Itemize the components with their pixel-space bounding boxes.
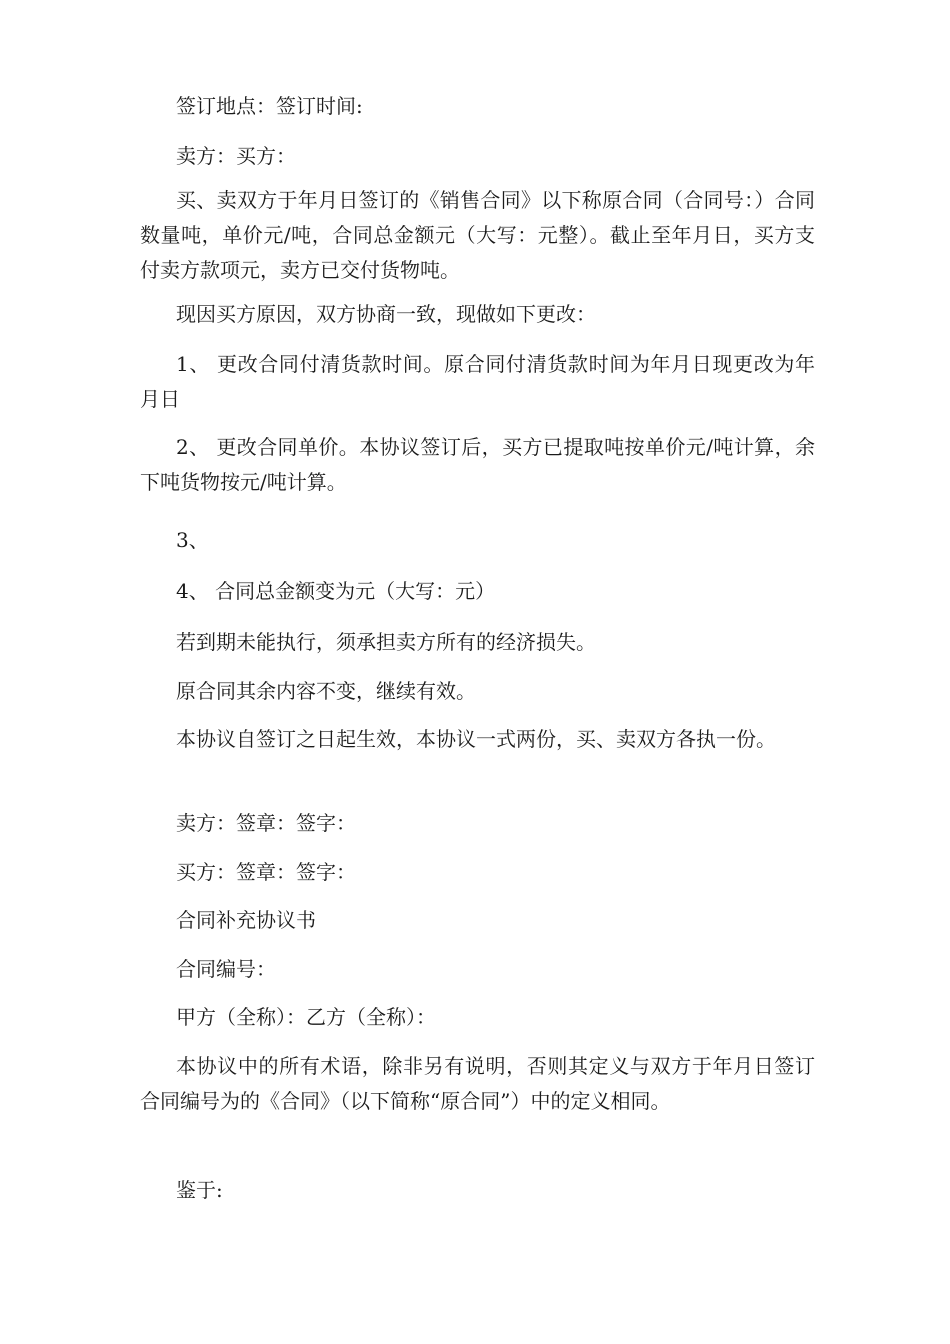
penalty-paragraph: 若到期未能执行，须承担卖方所有的经济损失。 xyxy=(176,630,596,654)
contract-number-line: 合同编号： xyxy=(176,957,276,981)
effective-paragraph: 本协议自签订之日起生效，本协议一式两份，买、卖双方各执一份。 xyxy=(176,727,776,751)
party-a-b-line: 甲方（全称）：乙方（全称）： xyxy=(176,1005,436,1029)
item-2-paragraph: 2、 更改合同单价。本协议签订后，买方已提取吨按单价元/吨计算，余下吨货物按元/吨计算。 xyxy=(140,435,815,494)
item-1-paragraph: 1、 更改合同付清货款时间。原合同付清货款时间为年月日现更改为年月日 xyxy=(140,352,815,411)
item-3-paragraph: 3、 xyxy=(176,528,209,552)
supplement-title: 合同补充协议书 xyxy=(176,908,316,932)
seller-signature-line: 卖方：签章：签字： xyxy=(176,811,356,835)
remaining-terms-paragraph: 原合同其余内容不变，继续有效。 xyxy=(176,679,476,703)
change-reason-paragraph: 现因买方原因，双方协商一致，现做如下更改： xyxy=(176,302,596,326)
original-contract-paragraph: 买、卖双方于年月日签订的《销售合同》以下称原合同（合同号：）合同数量吨，单价元/吨，合同总金额元（大写：元整）。截止至年月日，买方支付卖方款项元，卖方已交付货物吨。 xyxy=(140,188,815,282)
seller-buyer-line: 卖方：买方： xyxy=(176,144,296,168)
buyer-signature-line: 买方：签章：签字： xyxy=(176,860,356,884)
whereas-line: 鉴于: xyxy=(176,1178,223,1202)
signing-place-time-line: 签订地点：签订时间: xyxy=(176,94,363,118)
definitions-paragraph: 本协议中的所有术语，除非另有说明，否则其定义与双方于年月日签订合同编号为的《合同》（以下简称“原合同”）中的定义相同。 xyxy=(140,1054,815,1113)
item-4-paragraph: 4、 合同总金额变为元（大写：元） xyxy=(176,579,496,603)
